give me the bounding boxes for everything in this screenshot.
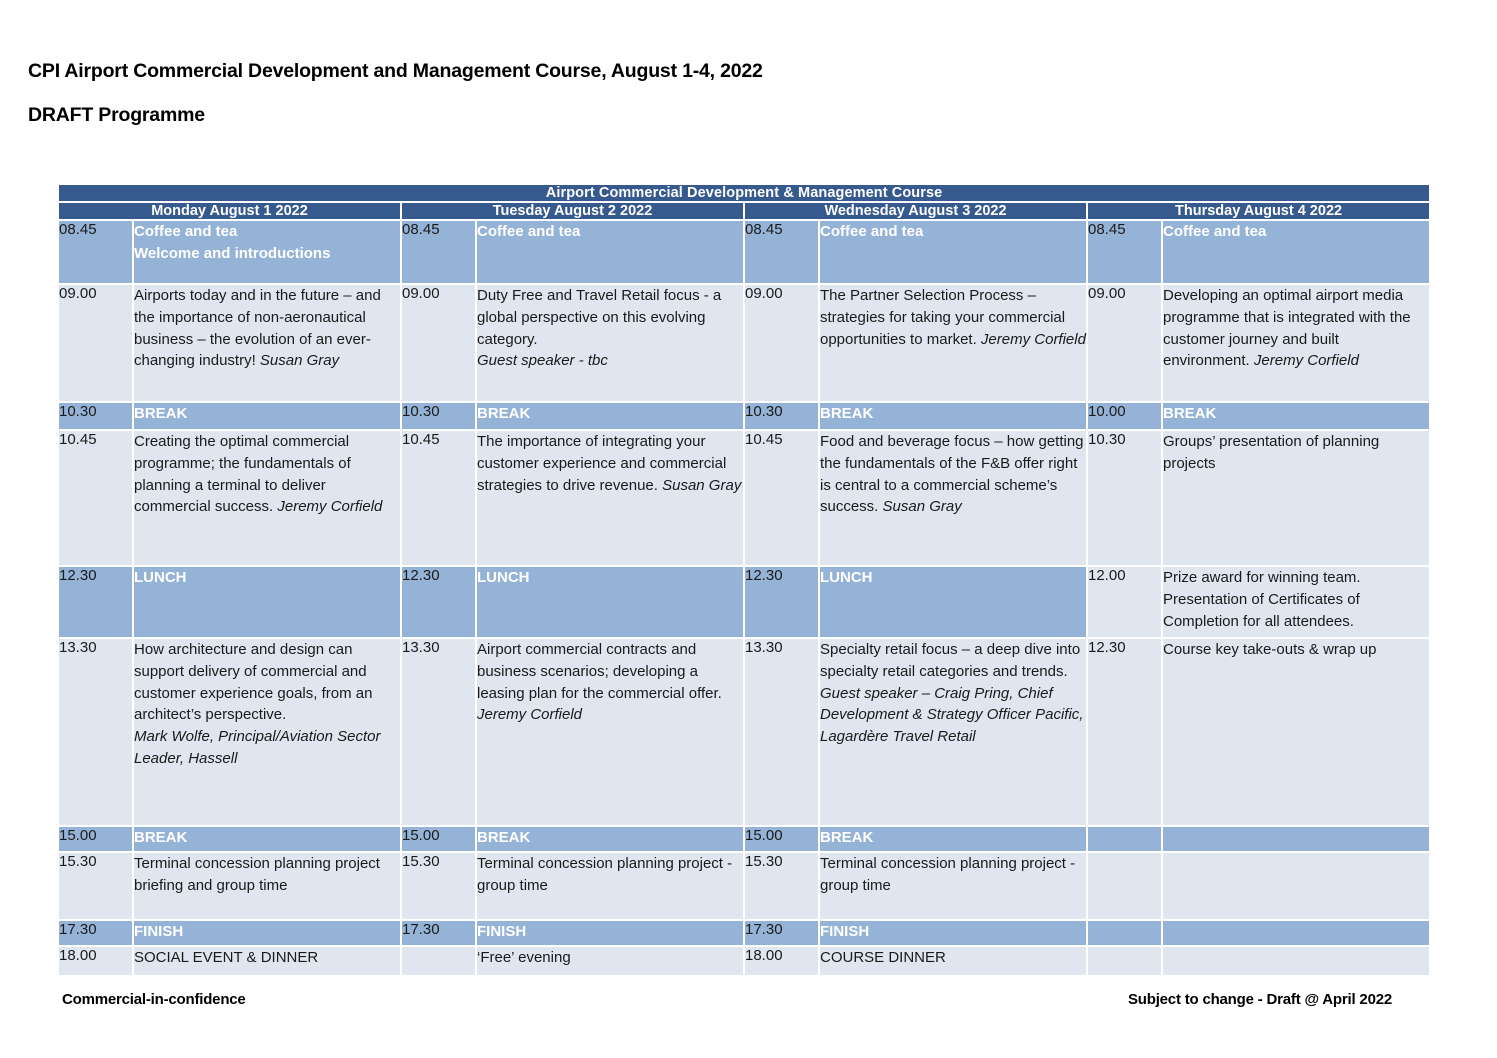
session-text: Coffee and tea: [477, 223, 581, 240]
session-text: FINISH: [820, 923, 870, 940]
schedule-time: 18.00: [59, 947, 132, 975]
schedule-session: [1163, 947, 1429, 975]
schedule-session: [134, 403, 400, 429]
table-banner-row: [59, 185, 1429, 201]
schedule-session: [477, 403, 743, 429]
session-speaker: Susan Gray: [882, 498, 962, 516]
day-header-monday: Monday August 1 2022: [59, 203, 400, 219]
day-header-tuesday: Tuesday August 2 2022: [402, 203, 743, 219]
session-text: Airport commercial contracts and business scenarios; developing a leasing plan for the commercial offer.: [477, 641, 722, 702]
schedule-time: 17.30: [745, 921, 818, 945]
schedule-time: 18.00: [745, 947, 818, 975]
session-speaker: Guest speaker - tbc: [477, 352, 608, 370]
table-row: [59, 285, 1429, 401]
session-text: Groups’ presentation of planning projects: [1163, 433, 1380, 472]
schedule-session: [1163, 285, 1429, 401]
session-text: FINISH: [134, 923, 184, 940]
day-header-wednesday: Wednesday August 3 2022: [745, 203, 1086, 219]
table-row: [59, 827, 1429, 851]
schedule-time: [1088, 921, 1161, 945]
schedule-time: 08.45: [745, 221, 818, 283]
table-row: [59, 567, 1429, 637]
session-text: FINISH: [477, 923, 527, 940]
schedule-session: [134, 853, 400, 919]
session-text: Terminal concession planning project - group time: [477, 855, 733, 894]
schedule-session: [134, 285, 400, 401]
session-text: ‘Free’ evening: [477, 949, 571, 966]
session-text: Food and beverage focus – how getting the fundamentals of the F&B offer right is central to a commercial scheme’s success.: [820, 433, 1084, 516]
page-title: CPI Airport Commercial Development and Management Course, August 1-4, 2022: [28, 60, 763, 82]
schedule-session: [1163, 827, 1429, 851]
day-header-row: [59, 203, 1429, 219]
session-speaker: Jeremy Corfield: [477, 706, 583, 724]
schedule-session: [820, 947, 1086, 975]
session-text: BREAK: [477, 405, 531, 422]
session-speaker: Jeremy Corfield: [980, 330, 1086, 348]
schedule-session: [477, 285, 743, 401]
schedule-time: 12.30: [745, 567, 818, 637]
schedule-session: [820, 639, 1086, 825]
schedule-time: 09.00: [1088, 285, 1161, 401]
schedule-time: 10.30: [402, 403, 475, 429]
schedule-session: [820, 431, 1086, 565]
table-row: [59, 221, 1429, 283]
session-text: Coffee and tea: [1163, 223, 1267, 240]
session-text: BREAK: [477, 829, 531, 846]
session-text: BREAK: [134, 405, 188, 422]
schedule-session: [820, 827, 1086, 851]
schedule-time: 13.30: [59, 639, 132, 825]
session-text: SOCIAL EVENT & DINNER: [134, 949, 319, 966]
schedule-time: 17.30: [59, 921, 132, 945]
schedule-session: [134, 921, 400, 945]
schedule-time: 10.45: [402, 431, 475, 565]
session-text: The Partner Selection Process – strategies for taking your commercial opportunities to market.: [820, 287, 1066, 348]
session-text: Creating the optimal commercial programme; the fundamentals of planning a terminal to deliver commercial success.: [134, 433, 351, 516]
schedule-session: [477, 639, 743, 825]
table-row: [59, 403, 1429, 429]
session-text: Terminal concession planning project briefing and group time: [134, 855, 380, 894]
schedule-time: 09.00: [59, 285, 132, 401]
schedule-session: [477, 221, 743, 283]
schedule-session: [1163, 853, 1429, 919]
session-text: COURSE DINNER: [820, 949, 946, 966]
session-text: Specialty retail focus – a deep dive into specialty retail categories and trends.: [820, 641, 1081, 680]
session-text: BREAK: [820, 405, 874, 422]
schedule-time: 13.30: [402, 639, 475, 825]
session-text: Coffee and tea: [820, 223, 924, 240]
schedule-time: 09.00: [745, 285, 818, 401]
schedule-body: [59, 185, 1429, 975]
schedule-session: [1163, 221, 1429, 283]
session-text: LUNCH: [134, 569, 187, 586]
session-text: Duty Free and Travel Retail focus - a global perspective on this evolving category.: [477, 287, 722, 348]
schedule-time: 08.45: [1088, 221, 1161, 283]
session-speaker: Jeremy Corfield: [277, 498, 383, 516]
schedule-time: 15.00: [745, 827, 818, 851]
schedule-session: [477, 921, 743, 945]
schedule-session: [1163, 921, 1429, 945]
session-speaker: Susan Gray: [662, 476, 742, 494]
session-text: Coffee and tea: [134, 223, 238, 240]
session-speaker: Guest speaker – Craig Pring, Chief Development & Strategy Officer Pacific, Lagardère Travel Retail: [820, 684, 1084, 745]
schedule-time: 12.30: [402, 567, 475, 637]
session-speaker: Susan Gray: [259, 352, 340, 370]
schedule-time: 13.30: [745, 639, 818, 825]
schedule-session: [134, 947, 400, 975]
session-speaker: Jeremy Corfield: [1253, 352, 1359, 370]
schedule-session: [134, 221, 400, 283]
table-row: [59, 947, 1429, 975]
session-text: The importance of integrating your customer experience and commercial strategies to drive revenue.: [477, 433, 727, 494]
session-speaker: Mark Wolfe, Principal/Aviation Sector Leader, Hassell: [134, 728, 381, 767]
schedule-session: [1163, 403, 1429, 429]
schedule-time: 10.45: [745, 431, 818, 565]
schedule-session: [1163, 639, 1429, 825]
schedule-time: 15.30: [745, 853, 818, 919]
schedule-session: [820, 567, 1086, 637]
page-subtitle: DRAFT Programme: [28, 104, 205, 126]
schedule-time: 17.30: [402, 921, 475, 945]
schedule-time: 15.30: [59, 853, 132, 919]
session-text: Welcome and introductions: [134, 244, 331, 262]
schedule-session: [134, 827, 400, 851]
session-text: LUNCH: [477, 569, 530, 586]
session-text: BREAK: [134, 829, 188, 846]
schedule-session: [134, 567, 400, 637]
schedule-time: 12.00: [1088, 567, 1161, 637]
schedule-time: 10.00: [1088, 403, 1161, 429]
footer-revision: Subject to change - Draft @ April 2022: [1127, 991, 1392, 1008]
schedule-time: 08.45: [59, 221, 132, 283]
session-text: Prize award for winning team. Presentation of Certificates of Completion for all attendees.: [1163, 569, 1361, 630]
schedule-session: [820, 285, 1086, 401]
schedule-session: [820, 221, 1086, 283]
schedule-session: [820, 853, 1086, 919]
schedule-session: [477, 947, 743, 975]
schedule-time: 15.00: [402, 827, 475, 851]
schedule-session: [477, 827, 743, 851]
schedule-time: 10.30: [1088, 431, 1161, 565]
schedule-time: 15.30: [402, 853, 475, 919]
schedule-session: [477, 431, 743, 565]
session-text: LUNCH: [820, 569, 873, 586]
course-schedule-table: [57, 183, 1431, 977]
table-row: [59, 921, 1429, 945]
schedule-time: 10.30: [59, 403, 132, 429]
schedule-time: 09.00: [402, 285, 475, 401]
table-row: [59, 639, 1429, 825]
footer-confidentiality: Commercial-in-confidence: [62, 991, 246, 1008]
schedule-session: [1163, 567, 1429, 637]
schedule-time: [1088, 947, 1161, 975]
schedule-time: [402, 947, 475, 975]
session-text: How architecture and design can support delivery of commercial and customer experience goals, from an architect’s perspective.: [134, 641, 373, 724]
schedule-session: [477, 853, 743, 919]
session-text: Course key take-outs & wrap up: [1163, 641, 1377, 658]
schedule-time: 15.00: [59, 827, 132, 851]
table-row: [59, 853, 1429, 919]
schedule-time: [1088, 853, 1161, 919]
schedule-session: [820, 921, 1086, 945]
schedule-session: [1163, 431, 1429, 565]
schedule-time: 08.45: [402, 221, 475, 283]
schedule-time: [1088, 827, 1161, 851]
table-banner: Airport Commercial Development & Management Course: [59, 185, 1429, 201]
session-text: Airports today and in the future – and the importance of non-aeronautical business – the evolution of an ever-changing industry!: [134, 287, 381, 370]
session-text: Developing an optimal airport media programme that is integrated with the customer journey and built environment.: [1163, 287, 1411, 370]
schedule-session: [820, 403, 1086, 429]
schedule-time: 12.30: [1088, 639, 1161, 825]
day-header-thursday: Thursday August 4 2022: [1088, 203, 1429, 219]
schedule-session: [134, 431, 400, 565]
schedule-session: [477, 567, 743, 637]
schedule-time: 10.45: [59, 431, 132, 565]
session-text: Terminal concession planning project - group time: [820, 855, 1076, 894]
schedule-session: [134, 639, 400, 825]
table-row: [59, 431, 1429, 565]
session-text: BREAK: [1163, 405, 1217, 422]
schedule-time: 10.30: [745, 403, 818, 429]
schedule-time: 12.30: [59, 567, 132, 637]
session-text: BREAK: [820, 829, 874, 846]
